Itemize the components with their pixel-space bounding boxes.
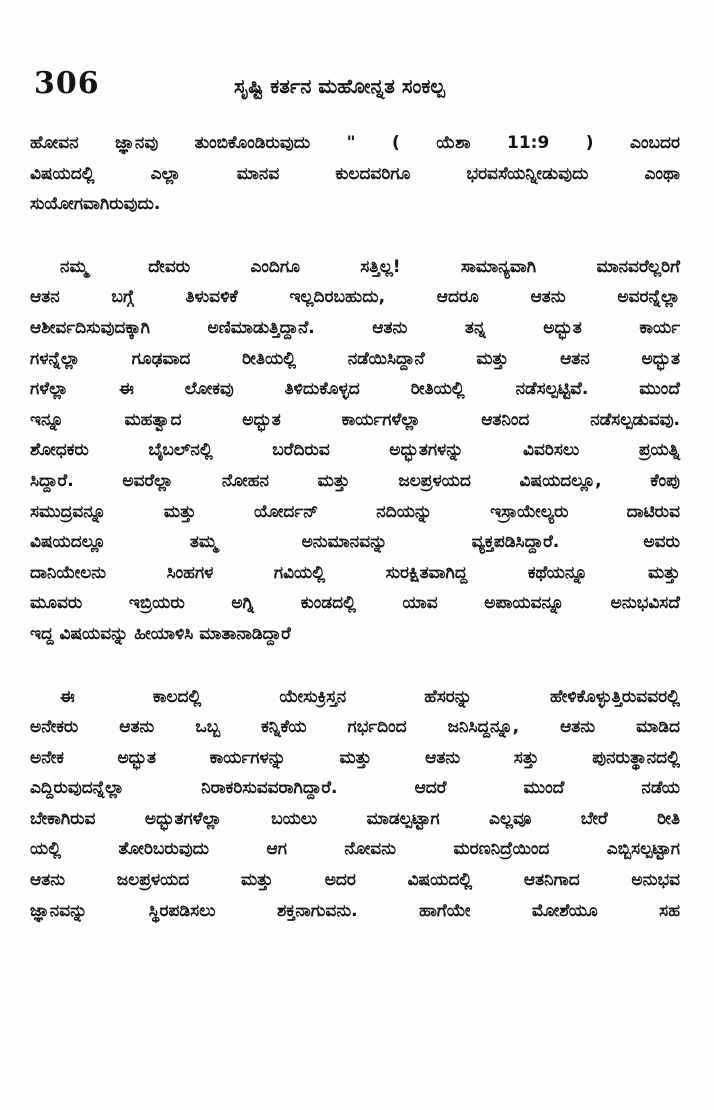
- text-line: ಗಳನ್ನೆಲ್ಲಾ ಗೂಢವಾದ ರೀತಿಯಲ್ಲಿ ನಡೆಯಿಸಿದ್ದಾನೆ ಮತ್ತು ಆತನ ಅದ್ಭುತ: [30, 348, 680, 369]
- text-line: ಆತನ ಬಗ್ಗೆ ತಿಳುವಳಿಕೆ ಇಲ್ಲದಿರಬಹುದು, ಆದರೂ ಆತನು ಅವರನ್ನೆಲ್ಲಾ: [30, 287, 680, 308]
- text-line: ಸುಯೋಗವಾಗಿರುವುದು.: [30, 194, 161, 215]
- body-text: [30, 128, 680, 926]
- text-line: ಜ್ಞಾನವನ್ನು ಸ್ಥಿರಪಡಿಸಲು ಶಕ್ತನಾಗುವನು. ಹಾಗೆಯೇ ಮೋಶೆಯೂ ಸಹ: [30, 900, 680, 921]
- paragraph-2: [30, 252, 680, 650]
- text-line: ನಮ್ಮ ದೇವರು ಎಂದಿಗೂ ಸತ್ತಿಲ್ಲ! ಸಾಮಾನ್ಯವಾಗಿ ಮಾನವರೆಲ್ಲರಿಗೆ: [60, 256, 680, 277]
- page-number: 306: [34, 66, 100, 101]
- text-line: ಈ ಕಾಲದಲ್ಲಿ ಯೇಸುಕ್ರಿಸ್ತನ ಹೆಸರನ್ನು ಹೇಳಿಕೊಳ್ಳುತ್ತಿರುವವರಲ್ಲಿ: [60, 686, 680, 707]
- text-line: ವಿಷಯದಲ್ಲಿ ಎಲ್ಲಾ ಮಾನವ ಕುಲದವರಿಗೂ ಭರವಸೆಯನ್ನೀಡುವುದು ಎಂಥಾ: [30, 163, 680, 184]
- text-line: ಗಳೆಲ್ಲಾ ಈ ಲೋಕವು ತಿಳಿದುಕೊಳ್ಳದ ರೀತಿಯಲ್ಲಿ ನಡೆಸಲ್ಪಟ್ಟಿವೆ. ಮುಂದೆ: [30, 379, 680, 400]
- text-line: ದಾನಿಯೇಲನು ಸಿಂಹಗಳ ಗವಿಯಲ್ಲಿ ಸುರಕ್ಷಿತವಾಗಿದ್ದ ಕಥೆಯನ್ನೂ ಮತ್ತು: [30, 562, 680, 583]
- text-line: ಸಿದ್ದಾರೆ. ಅವರೆಲ್ಲಾ ನೋಹನ ಮತ್ತು ಜಲಪ್ರಳಯದ ವಿಷಯದಲ್ಲೂ, ಕೆಂಪು: [30, 470, 680, 491]
- text-line: ಇನ್ನೂ ಮಹತ್ವಾದ ಅದ್ಭುತ ಕಾರ್ಯಗಳೆಲ್ಲಾ ಆತನಿಂದ ನಡೆಸಲ್ಪಡುವವು.: [30, 409, 680, 430]
- paragraph-spacer: [30, 650, 680, 682]
- running-title: ಸೃಷ್ಟಿ ಕರ್ತನ ಮಹೋನ್ನತ ಸಂಕಲ್ಪ: [234, 74, 445, 98]
- paragraph-spacer: [30, 220, 680, 252]
- text-line: ಆಶೀರ್ವದಿಸುವುದಕ್ಕಾಗಿ ಅಣಿಮಾಡುತ್ತಿದ್ದಾನೆ. ಆತನು ತನ್ನ ಅದ್ಭುತ ಕಾರ್ಯ: [30, 317, 680, 338]
- paragraph-3: [30, 682, 680, 927]
- text-line: ಸಮುದ್ರವನ್ನೂ ಮತ್ತು ಯೋರ್ದನ್ ನದಿಯನ್ನು ಇಸ್ರಾಯೇಲ್ಯರು ದಾಟಿರುವ: [30, 501, 680, 522]
- page-header: [34, 64, 664, 108]
- paragraph-1: [30, 128, 680, 220]
- text-line: ಹೋವನ ಜ್ಞಾನವು ತುಂಬಿಕೊಂಡಿರುವುದು " ( ಯೆಶಾ 11:9 ) ಎಂಬದರ: [30, 133, 680, 153]
- text-line: ಅನೇಕರು ಆತನು ಒಬ್ಬ ಕನ್ನಿಕೆಯ ಗರ್ಭದಿಂದ ಜನಿಸಿದ್ದನ್ನೂ, ಆತನು ಮಾಡಿದ: [30, 717, 680, 738]
- text-line: ಯಲ್ಲಿ ತೋರಿಬರುವುದು ಆಗ ನೋವನು ಮರಣನಿದ್ರೆಯಿಂದ ಎಬ್ಬಿಸಲ್ಪಟ್ಟಾಗ: [30, 839, 680, 860]
- text-line: ಎದ್ದಿರುವುದನ್ನೆಲ್ಲಾ ನಿರಾಕರಿಸುವವರಾಗಿದ್ದಾರೆ. ಆದರೆ ಮುಂದೆ ನಡೆಯ: [30, 778, 680, 799]
- text-line: ಬೇಕಾಗಿರುವ ಅದ್ಭುತಗಳೆಲ್ಲಾ ಬಯಲು ಮಾಡಲ್ಪಟ್ಟಾಗ ಎಲ್ಲವೂ ಬೇರೆ ರೀತಿ: [30, 808, 680, 829]
- text-line: ಅನೇಕ ಅದ್ಭುತ ಕಾರ್ಯಗಳನ್ನು ಮತ್ತು ಆತನು ಸತ್ತು ಪುನರುತ್ಥಾನದಲ್ಲಿ: [30, 747, 680, 768]
- text-line: ಮೂವರು ಇಬ್ರಿಯರು ಅಗ್ನಿ ಕುಂಡದಲ್ಲಿ ಯಾವ ಅಪಾಯವನ್ನೂ ಅನುಭವಿಸದೆ: [30, 593, 680, 614]
- text-line: ವಿಷಯದಲ್ಲೂ ತಮ್ಮ ಅನುಮಾನವನ್ನು ವ್ಯಕ್ತಪಡಿಸಿದ್ದಾರೆ. ಅವರು: [30, 532, 680, 553]
- text-line: ಆತನು ಜಲಪ್ರಳಯದ ಮತ್ತು ಅದರ ವಿಷಯದಲ್ಲಿ ಆತನಿಗಾದ ಅನುಭವ: [30, 870, 680, 891]
- text-line: ಶೋಧಕರು ಬೈಬಲ್‌ನಲ್ಲಿ ಬರೆದಿರುವ ಅದ್ಭುತಗಳನ್ನು ವಿವರಿಸಲು ಪ್ರಯತ್ನಿ: [30, 440, 680, 461]
- text-line: ಇದ್ದ ವಿಷಯವನ್ನು ಹೀಯಾಳಿಸಿ ಮಾತಾನಾಡಿದ್ದಾರೆ: [30, 623, 291, 644]
